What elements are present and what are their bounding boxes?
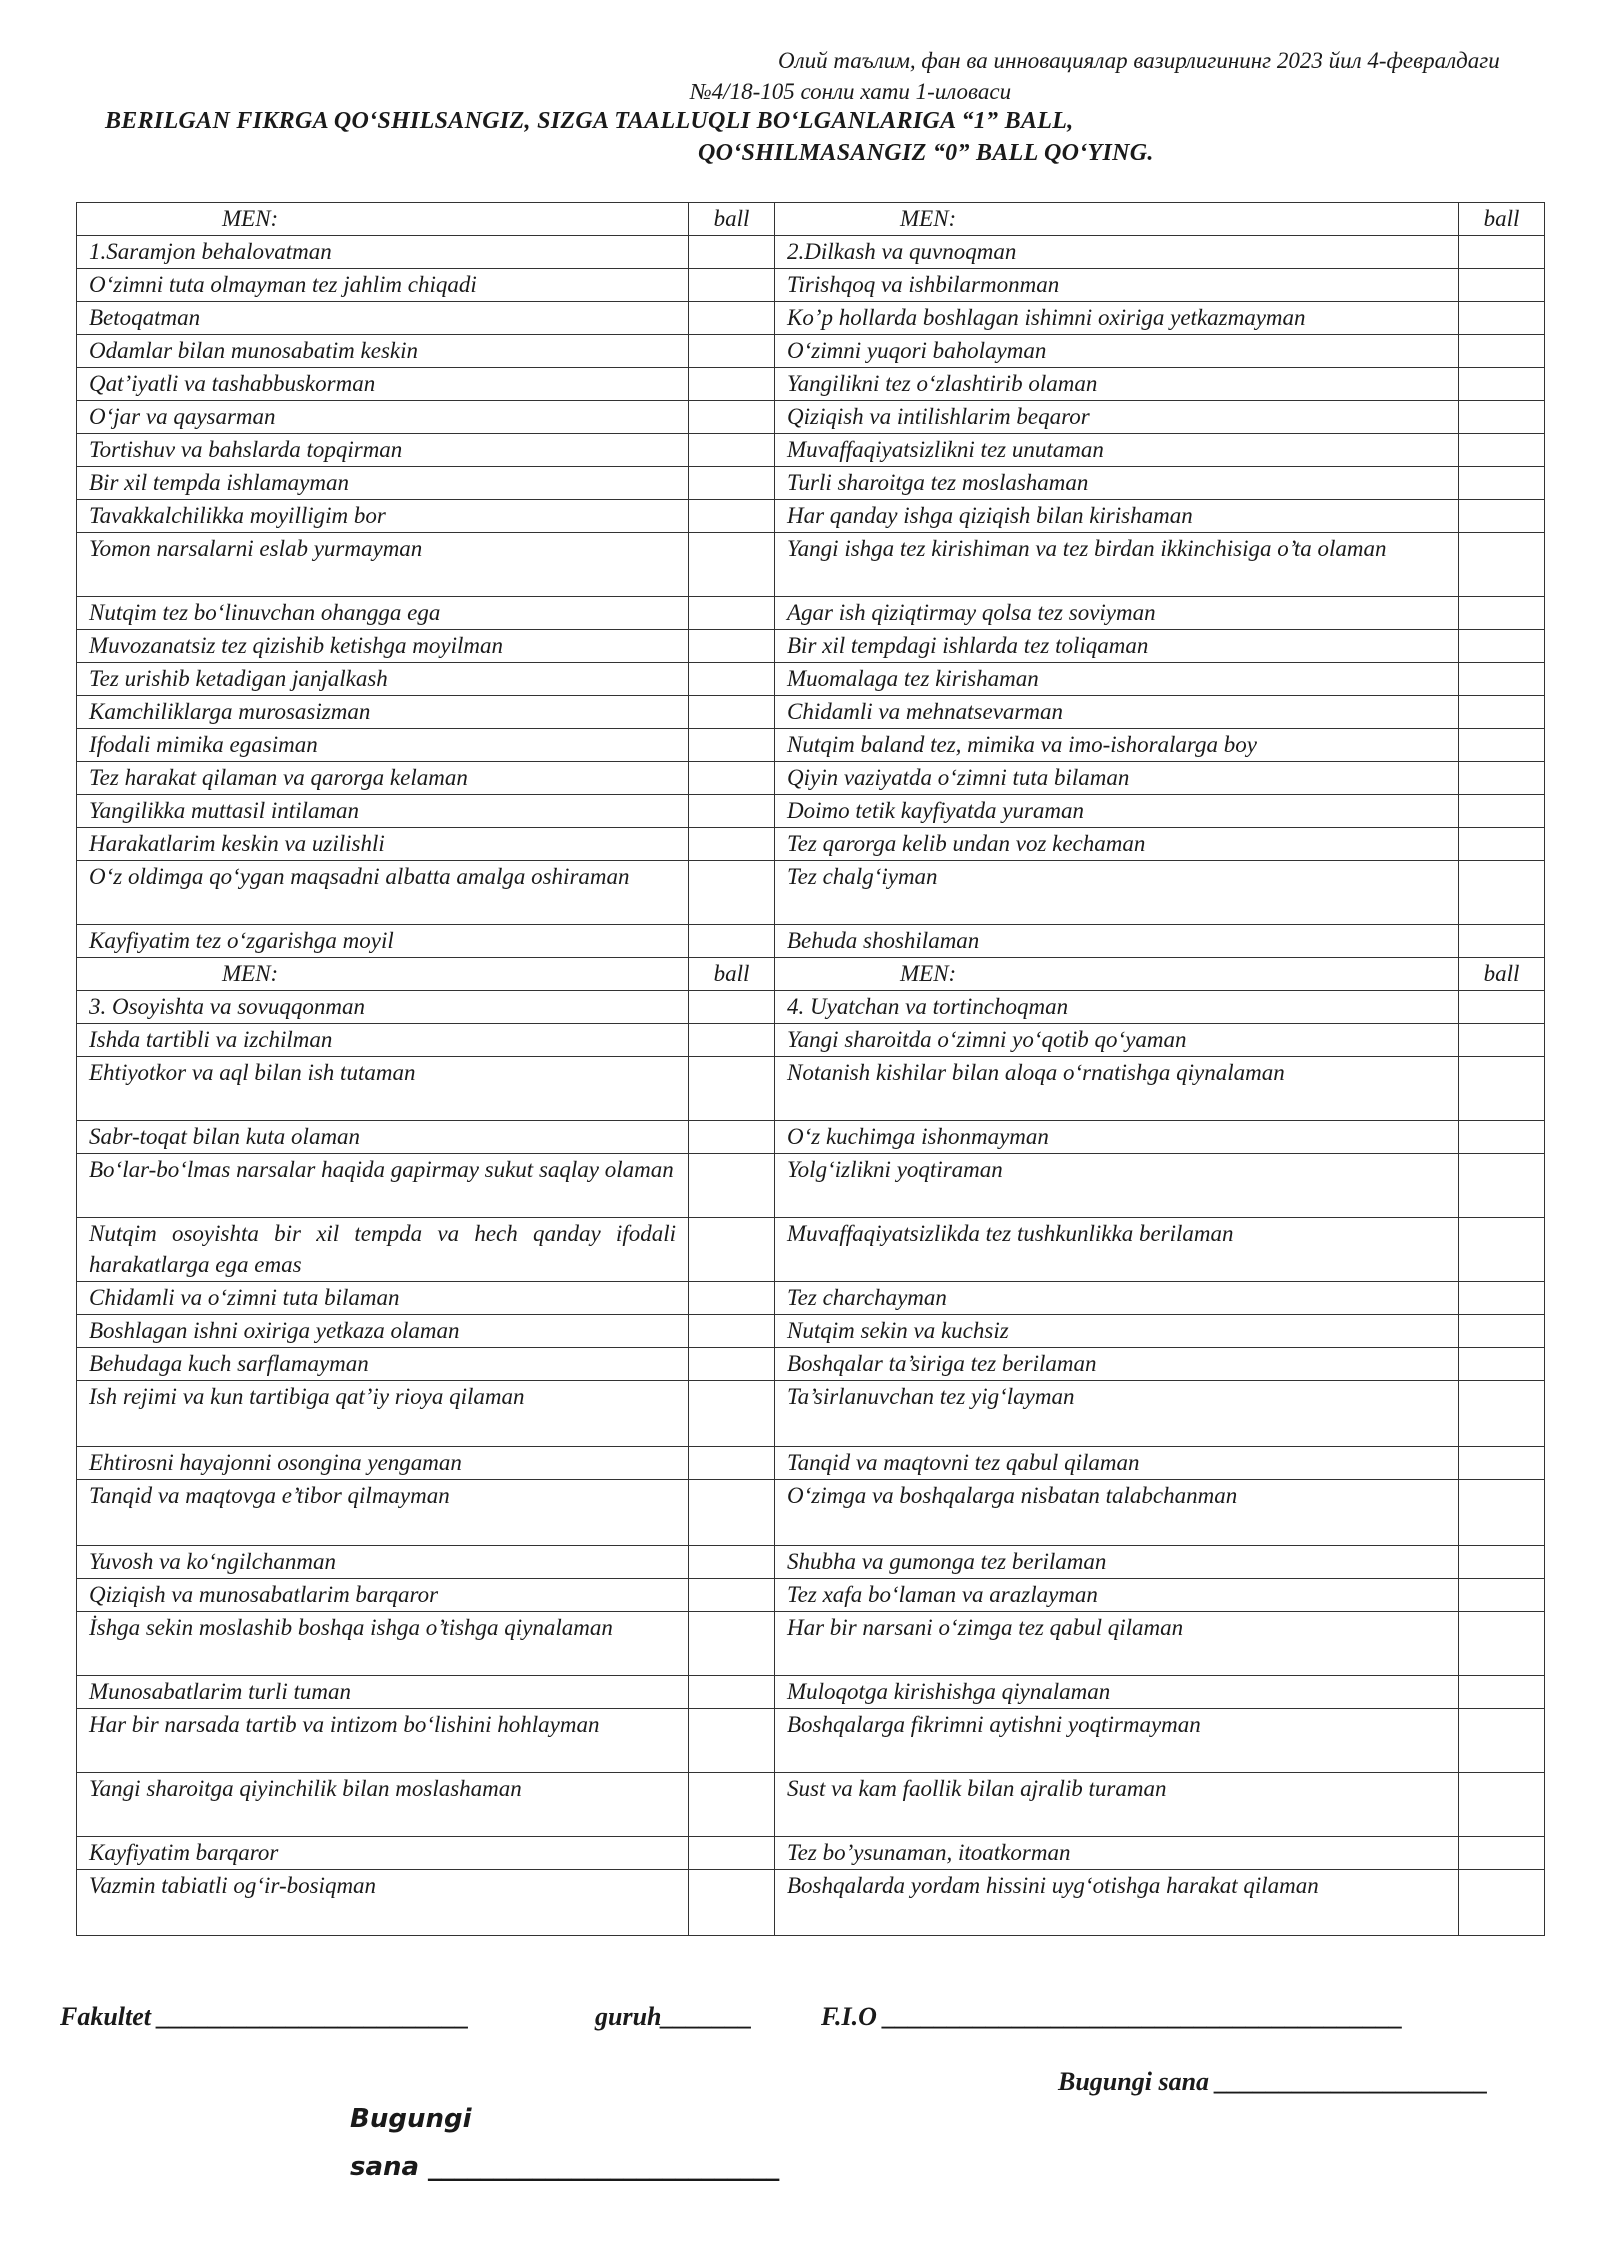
ball-cell[interactable]	[689, 467, 775, 500]
ball-cell[interactable]	[689, 401, 775, 434]
table-row	[77, 1773, 1545, 1837]
statement-left: Kayfiyatim barqaror	[77, 1837, 689, 1870]
statement-right: Turli sharoitga tez moslashaman	[775, 467, 1459, 500]
statement-right: Behuda shoshilaman	[775, 925, 1459, 958]
statement-left: O‘jar va qaysarman	[77, 401, 689, 434]
statement-left: Kayfiyatim tez o‘zgarishga moyil	[77, 925, 689, 958]
statement-right: Chidamli va mehnatsevarman	[775, 696, 1459, 729]
statement-right: Muvaffaqiyatsizlikda tez tushkunlikka berilaman	[775, 1218, 1459, 1282]
ball-cell[interactable]	[1459, 1315, 1545, 1348]
table-row	[77, 1870, 1545, 1936]
ball-cell[interactable]	[1459, 401, 1545, 434]
statement-right: 4. Uyatchan va tortinchoqman	[775, 991, 1459, 1024]
table-row	[77, 335, 1545, 368]
statement-right: Har bir narsani o‘zimga tez qabul qilaman	[775, 1612, 1459, 1676]
table-row	[77, 1348, 1545, 1381]
men-header: MEN:	[77, 958, 689, 991]
table-row	[77, 434, 1545, 467]
ball-cell[interactable]	[1459, 1024, 1545, 1057]
table-row	[77, 1381, 1545, 1447]
statement-right: Yangi ishga tez kirishiman va tez birdan ikkinchisiga o’ta olaman	[775, 533, 1459, 597]
statement-left: Betoqatman	[77, 302, 689, 335]
instruction-title-line-1: BERILGAN FIKRGA QO‘SHILSANGIZ, SIZGA TAALLUQLI BO‘LGANLARIGA “1” BALL,	[105, 108, 1074, 134]
statement-right: Qiyin vaziyatda o‘zimni tuta bilaman	[775, 762, 1459, 795]
ball-cell[interactable]	[689, 925, 775, 958]
statement-left: Qiziqish va munosabatlarim barqaror	[77, 1579, 689, 1612]
ball-cell[interactable]	[1459, 269, 1545, 302]
statement-right: Yangilikni tez o‘zlashtirib olaman	[775, 368, 1459, 401]
statement-left: Sabr-toqat bilan kuta olaman	[77, 1121, 689, 1154]
table-row	[77, 1676, 1545, 1709]
statement-left: Munosabatlarim turli tuman	[77, 1676, 689, 1709]
table-row	[77, 533, 1545, 597]
ball-cell[interactable]	[1459, 467, 1545, 500]
ball-cell[interactable]	[689, 1579, 775, 1612]
ball-cell[interactable]	[1459, 236, 1545, 269]
ball-cell[interactable]	[689, 1218, 775, 1282]
table-row	[77, 236, 1545, 269]
group-field[interactable]: guruh_______	[595, 2002, 753, 2031]
statement-left: O‘zimni tuta olmayman tez jahlim chiqadi	[77, 269, 689, 302]
statement-right: Qiziqish va intilishlarim beqaror	[775, 401, 1459, 434]
ball-cell[interactable]	[689, 991, 775, 1024]
statement-right: Muomalaga tez kirishaman	[775, 663, 1459, 696]
ball-cell[interactable]	[689, 1315, 775, 1348]
statement-right: Shubha va gumonga tez berilaman	[775, 1546, 1459, 1579]
ball-cell[interactable]	[689, 434, 775, 467]
men-header: MEN:	[775, 958, 1459, 991]
table-row	[77, 368, 1545, 401]
table-row	[77, 1709, 1545, 1773]
table-row	[77, 1480, 1545, 1546]
table-row	[77, 795, 1545, 828]
ball-cell[interactable]	[1459, 500, 1545, 533]
table-header-row	[77, 203, 1545, 236]
ball-cell[interactable]	[1459, 861, 1545, 925]
statement-left: Har bir narsada tartib va intizom bo‘lishini hohlayman	[77, 1709, 689, 1773]
statement-left: Yangi sharoitga qiyinchilik bilan moslashaman	[77, 1773, 689, 1837]
ball-cell[interactable]	[689, 1709, 775, 1773]
table-row	[77, 1447, 1545, 1480]
statement-right: Bir xil tempdagi ishlarda tez toliqaman	[775, 630, 1459, 663]
statement-right: Doimo tetik kayfiyatda yuraman	[775, 795, 1459, 828]
ball-cell[interactable]	[689, 828, 775, 861]
statement-right: Boshqalarga fikrimni aytishni yoqtirmayman	[775, 1709, 1459, 1773]
ball-cell[interactable]	[689, 729, 775, 762]
ball-cell[interactable]	[689, 1024, 775, 1057]
table-row	[77, 467, 1545, 500]
ball-cell[interactable]	[1459, 1676, 1545, 1709]
ball-cell[interactable]	[689, 1612, 775, 1676]
statement-left: 3. Osoyishta va sovuqqonman	[77, 991, 689, 1024]
ball-cell[interactable]	[689, 1870, 775, 1936]
statement-right: Boshqalar ta’siriga tez berilaman	[775, 1348, 1459, 1381]
statement-right: 2.Dilkash va quvnoqman	[775, 236, 1459, 269]
ball-cell[interactable]	[1459, 925, 1545, 958]
statement-left: Tavakkalchilikka moyilligim bor	[77, 500, 689, 533]
statement-right: Tanqid va maqtovni tez qabul qilaman	[775, 1447, 1459, 1480]
statement-left: Boshlagan ishni oxiriga yetkaza olaman	[77, 1315, 689, 1348]
statement-right: Tez xafa bo‘laman va arazlayman	[775, 1579, 1459, 1612]
ball-cell[interactable]	[689, 663, 775, 696]
ball-cell[interactable]	[1459, 1154, 1545, 1218]
statement-left: Chidamli va o‘zimni tuta bilaman	[77, 1282, 689, 1315]
statement-left: Vazmin tabiatli og‘ir-bosiqman	[77, 1870, 689, 1936]
statement-left: Ifodali mimika egasiman	[77, 729, 689, 762]
ball-cell[interactable]	[1459, 1057, 1545, 1121]
statement-left: Odamlar bilan munosabatim keskin	[77, 335, 689, 368]
reference-note: Олий таълим, фан ва инновациялар вазирлигининг 2023 йил 4-февралдаги №4/18-105 сонли хати 1-иловаси	[690, 48, 1500, 104]
statement-right: Yolg‘izlikni yoqtiraman	[775, 1154, 1459, 1218]
table-row	[77, 729, 1545, 762]
ball-cell[interactable]	[689, 1121, 775, 1154]
statement-left: Nutqim tez bo‘linuvchan ohangga ega	[77, 597, 689, 630]
statement-left: Tanqid va maqtovga e’tibor qilmayman	[77, 1480, 689, 1546]
ball-cell[interactable]	[689, 696, 775, 729]
table-row	[77, 1154, 1545, 1218]
ball-cell[interactable]	[1459, 663, 1545, 696]
ball-cell[interactable]	[689, 1348, 775, 1381]
ball-cell[interactable]	[689, 1480, 775, 1546]
statement-left: Yuvosh va ko‘ngilchanman	[77, 1546, 689, 1579]
statement-left: Behudaga kuch sarflamayman	[77, 1348, 689, 1381]
table-row	[77, 1612, 1545, 1676]
table-row	[77, 925, 1545, 958]
ball-cell[interactable]	[1459, 1773, 1545, 1837]
ball-cell[interactable]	[1459, 1282, 1545, 1315]
statement-right: Tez bo’ysunaman, itoatkorman	[775, 1837, 1459, 1870]
table-row	[77, 991, 1545, 1024]
statement-left: Bo‘lar-bo‘lmas narsalar haqida gapirmay sukut saqlay olaman	[77, 1154, 689, 1218]
ball-cell[interactable]	[1459, 597, 1545, 630]
ball-cell[interactable]	[689, 1676, 775, 1709]
ball-header: ball	[1459, 958, 1545, 991]
ball-cell[interactable]	[1459, 1709, 1545, 1773]
statement-left: Ehtiyotkor va aql bilan ish tutaman	[77, 1057, 689, 1121]
men-header: MEN:	[77, 203, 689, 236]
statement-left: Bir xil tempda ishlamayman	[77, 467, 689, 500]
table-row	[77, 1024, 1545, 1057]
ball-cell[interactable]	[689, 335, 775, 368]
ball-cell[interactable]	[1459, 828, 1545, 861]
table-row	[77, 1282, 1545, 1315]
ball-cell[interactable]	[689, 368, 775, 401]
statement-left: Qat’iyatli va tashabbuskorman	[77, 368, 689, 401]
statement-left: Yomon narsalarni eslab yurmayman	[77, 533, 689, 597]
ball-cell[interactable]	[689, 1837, 775, 1870]
table-row	[77, 1057, 1545, 1121]
table-row	[77, 1218, 1545, 1282]
statement-left: Ish rejimi va kun tartibiga qat’iy rioya qilaman	[77, 1381, 689, 1447]
statement-left: Kamchiliklarga murosasizman	[77, 696, 689, 729]
table-header-row	[77, 958, 1545, 991]
ball-cell[interactable]	[1459, 1218, 1545, 1282]
table-row	[77, 762, 1545, 795]
ball-cell[interactable]	[1459, 1612, 1545, 1676]
ball-cell[interactable]	[1459, 434, 1545, 467]
table-row	[77, 500, 1545, 533]
table-row	[77, 630, 1545, 663]
table-row	[77, 302, 1545, 335]
statement-right: Tez qarorga kelib undan voz kechaman	[775, 828, 1459, 861]
table-row	[77, 663, 1545, 696]
statement-right: Agar ish qiziqtirmay qolsa tez soviyman	[775, 597, 1459, 630]
statement-left: Nutqim osoyishta bir xil tempda va hech qanday ifodali harakatlarga ega emas	[77, 1218, 689, 1282]
ball-cell[interactable]	[689, 1057, 775, 1121]
ball-cell[interactable]	[1459, 1837, 1545, 1870]
ball-header: ball	[689, 203, 775, 236]
statement-right: Sust va kam faollik bilan ajralib turaman	[775, 1773, 1459, 1837]
statement-right: Boshqalarda yordam hissini uyg‘otishga harakat qilaman	[775, 1870, 1459, 1936]
statement-right: O‘z kuchimga ishonmayman	[775, 1121, 1459, 1154]
statement-right: Ko’p hollarda boshlagan ishimni oxiriga yetkazmayman	[775, 302, 1459, 335]
ball-cell[interactable]	[689, 500, 775, 533]
table-row	[77, 1837, 1545, 1870]
table-row	[77, 597, 1545, 630]
ball-cell[interactable]	[1459, 1870, 1545, 1936]
ball-cell[interactable]	[689, 1381, 775, 1447]
statement-right: Muloqotga kirishishga qiynalaman	[775, 1676, 1459, 1709]
ball-cell[interactable]	[689, 1282, 775, 1315]
table-row	[77, 1579, 1545, 1612]
ball-cell[interactable]	[1459, 630, 1545, 663]
ball-cell[interactable]	[1459, 729, 1545, 762]
ball-cell[interactable]	[1459, 1579, 1545, 1612]
statement-left: Yangilikka muttasil intilaman	[77, 795, 689, 828]
statement-right: Nutqim baland tez, mimika va imo-ishoralarga boy	[775, 729, 1459, 762]
ball-cell[interactable]	[689, 236, 775, 269]
ball-cell[interactable]	[689, 269, 775, 302]
ball-cell[interactable]	[1459, 762, 1545, 795]
statement-left: Tez harakat qilaman va qarorga kelaman	[77, 762, 689, 795]
ball-cell[interactable]	[1459, 991, 1545, 1024]
date-label-left: Bugungi	[350, 2104, 472, 2134]
ball-cell[interactable]	[1459, 1121, 1545, 1154]
table-row	[77, 1546, 1545, 1579]
statement-right: Tez chalg‘iyman	[775, 861, 1459, 925]
statement-right: Yangi sharoitda o‘zimni yo‘qotib qo‘yaman	[775, 1024, 1459, 1057]
date-blank-left: sana ___________________________	[350, 2152, 780, 2182]
table-row	[77, 828, 1545, 861]
table-row	[77, 269, 1545, 302]
instruction-title	[105, 105, 1435, 169]
questionnaire-table	[76, 202, 1545, 1936]
ball-cell[interactable]	[689, 533, 775, 597]
statement-right: O‘zimni yuqori baholayman	[775, 335, 1459, 368]
statement-right: O‘zimga va boshqalarga nisbatan talabchanman	[775, 1480, 1459, 1546]
ball-cell[interactable]	[1459, 795, 1545, 828]
faculty-field[interactable]: Fakultet ________________________	[60, 2002, 470, 2031]
statement-left: Tez urishib ketadigan janjalkash	[77, 663, 689, 696]
ball-cell[interactable]	[1459, 335, 1545, 368]
ball-cell[interactable]	[689, 1773, 775, 1837]
ball-cell[interactable]	[689, 762, 775, 795]
statement-right: Ta’sirlanuvchan tez yig‘layman	[775, 1381, 1459, 1447]
ball-cell[interactable]	[1459, 1381, 1545, 1447]
table-row	[77, 861, 1545, 925]
statement-left: Muvozanatsiz tez qizishib ketishga moyilman	[77, 630, 689, 663]
ball-cell[interactable]	[1459, 533, 1545, 597]
statement-left: Ishda tartibli va izchilman	[77, 1024, 689, 1057]
full-name-field[interactable]: F.I.O ________________________________________	[821, 2002, 1404, 2031]
ball-cell[interactable]	[1459, 1348, 1545, 1381]
statement-right: Har qanday ishga qiziqish bilan kirishaman	[775, 500, 1459, 533]
statement-right: Notanish kishilar bilan aloqa o‘rnatishga qiynalaman	[775, 1057, 1459, 1121]
ball-cell[interactable]	[1459, 1480, 1545, 1546]
ball-cell[interactable]	[689, 1447, 775, 1480]
statement-right: Nutqim sekin va kuchsiz	[775, 1315, 1459, 1348]
ball-header: ball	[1459, 203, 1545, 236]
statement-left: 1.Saramjon behalovatman	[77, 236, 689, 269]
statement-left: O‘z oldimga qo‘ygan maqsadni albatta amalga oshiraman	[77, 861, 689, 925]
table-row	[77, 696, 1545, 729]
student-info-line	[60, 2002, 1510, 2032]
statement-left: Harakatlarim keskin va uzilishli	[77, 828, 689, 861]
statement-left: Tortishuv va bahslarda topqirman	[77, 434, 689, 467]
date-field-left[interactable]	[350, 2095, 850, 2191]
ball-header: ball	[689, 958, 775, 991]
table-row	[77, 1121, 1545, 1154]
table-row	[77, 401, 1545, 434]
statement-right: Tirishqoq va ishbilarmonman	[775, 269, 1459, 302]
statement-right: Tez charchayman	[775, 1282, 1459, 1315]
ball-cell[interactable]	[1459, 696, 1545, 729]
statement-right: Muvaffaqiyatsizlikni tez unutaman	[775, 434, 1459, 467]
ball-cell[interactable]	[1459, 1546, 1545, 1579]
ball-cell[interactable]	[1459, 302, 1545, 335]
statement-left: İshga sekin moslashib boshqa ishga o’tishga qiynalaman	[77, 1612, 689, 1676]
instruction-title-line-2: QO‘SHILMASANGIZ “0” BALL QO‘YING.	[698, 140, 1154, 166]
statement-left: Ehtirosni hayajonni osongina yengaman	[77, 1447, 689, 1480]
ball-cell[interactable]	[1459, 368, 1545, 401]
ball-cell[interactable]	[689, 861, 775, 925]
ball-cell[interactable]	[689, 630, 775, 663]
date-field-right[interactable]: Bugungi sana _____________________	[1058, 2067, 1489, 2096]
ball-cell[interactable]	[689, 302, 775, 335]
ball-cell[interactable]	[689, 597, 775, 630]
table-row	[77, 1315, 1545, 1348]
men-header: MEN:	[775, 203, 1459, 236]
ball-cell[interactable]	[689, 795, 775, 828]
ball-cell[interactable]	[689, 1546, 775, 1579]
ball-cell[interactable]	[689, 1154, 775, 1218]
ball-cell[interactable]	[1459, 1447, 1545, 1480]
